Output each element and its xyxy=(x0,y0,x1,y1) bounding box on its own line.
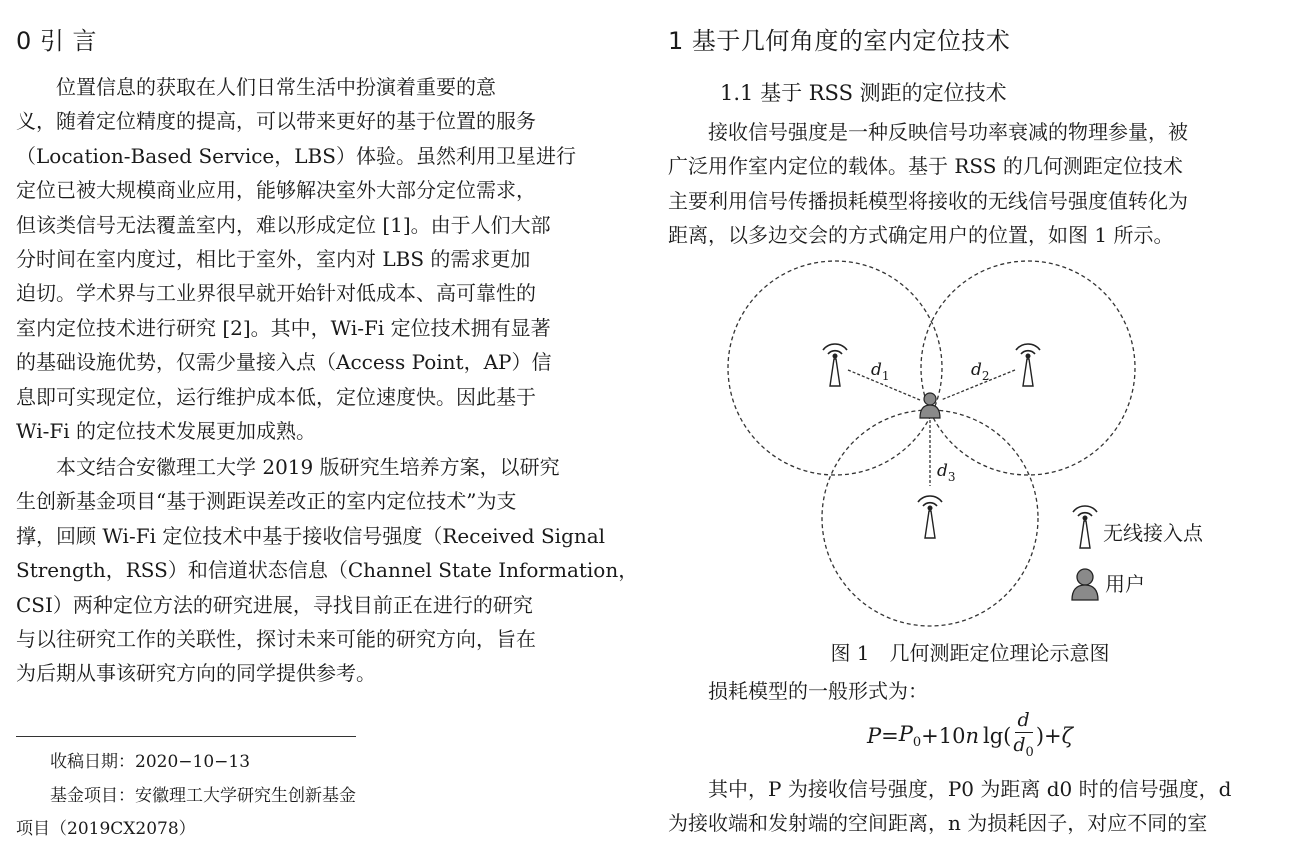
footnote-divider xyxy=(16,736,356,737)
section-1-heading: 1 基于几何角度的室内定位技术 xyxy=(668,27,1011,55)
text-line: Wi-Fi 的定位技术发展更加成熟。 xyxy=(16,418,316,443)
ap-icon xyxy=(823,344,847,386)
formula-plus: + xyxy=(1044,724,1062,749)
distance-label-d2: $d_2$ xyxy=(971,360,990,383)
formula-p0: $P_0$ xyxy=(898,722,922,751)
text-line: CSI）两种定位方法的研究进展，寻找目前正在进行的研究 xyxy=(16,592,533,617)
text-line: 广泛用作室内定位的载体。基于 RSS 的几何测距定位技术 xyxy=(668,154,1183,179)
text-line: Strength，RSS）和信道状态信息（Channel State Information， xyxy=(16,558,639,583)
text-line: 定位已被大规模商业应用，能够解决室外大部分定位需求， xyxy=(16,178,536,203)
subsection-1-1-heading: 1.1 基于 RSS 测距的定位技术 xyxy=(720,81,1007,105)
text-line: 其中，P 为接收信号强度，P0 为距离 d0 时的信号强度，d xyxy=(668,777,1232,801)
intro-paragraph-2 xyxy=(16,450,638,691)
text-line: 位置信息的获取在人们日常生活中扮演着重要的意 xyxy=(16,75,496,99)
range-circle-1 xyxy=(728,261,942,475)
formula-rparen: ) xyxy=(1035,724,1045,749)
formula-n: n xyxy=(965,724,979,749)
formula-intro xyxy=(668,674,928,708)
formula-plus-10: +10 xyxy=(921,724,966,749)
ap-icon xyxy=(918,496,942,538)
text-line: 损耗模型的一般形式为： xyxy=(668,679,928,703)
formula-explanation xyxy=(668,772,1231,841)
text-line: 息即可实现定位，运行维护成本低，定位速度快。因此基于 xyxy=(16,384,536,409)
text-line: 为后期从事该研究方向的同学提供参考。 xyxy=(16,661,376,686)
legend-user-label: 用户 xyxy=(1105,572,1145,596)
formula-numerator: d xyxy=(1015,708,1033,733)
text-line: （Location-Based Service，LBS）体验。虽然利用卫星进行 xyxy=(16,143,576,168)
legend-ap-icon xyxy=(1073,506,1097,548)
text-line: 生创新基金项目“基于测距误差改正的室内定位技术”为支 xyxy=(16,489,517,514)
loss-model-formula xyxy=(668,708,1272,765)
trilateration-figure xyxy=(713,258,1273,633)
text-line: 接收信号强度是一种反映信号功率衰减的物理参量，被 xyxy=(668,120,1188,144)
text-line: 义，随着定位精度的提高，可以带来更好的基于位置的服务 xyxy=(16,109,536,134)
text-line: 距离，以多边交会的方式确定用户的位置，如图 1 所示。 xyxy=(668,223,1174,248)
formula-lg: lg xyxy=(983,724,1004,749)
range-circle-2 xyxy=(921,261,1135,475)
text-line: 本文结合安徽理工大学 2019 版研究生培养方案，以研究 xyxy=(16,455,560,479)
legend-user-icon xyxy=(1072,569,1098,600)
text-line: 与以往研究工作的关联性，探讨未来可能的研究方向，旨在 xyxy=(16,626,536,651)
text-line: 为接收端和发射端的空间距离，n 为损耗因子，对应不同的室 xyxy=(668,811,1208,836)
text-line: 分时间在室内度过，相比于室外，室内对 LBS 的需求更加 xyxy=(16,246,531,271)
formula-denominator: $d_0$ xyxy=(1013,734,1034,760)
formula-lparen: ( xyxy=(1003,724,1012,749)
footnote-fund: 基金项目：安徽理工大学研究生创新基金 xyxy=(16,786,356,806)
formula-equals: = xyxy=(881,724,899,749)
ap-icon xyxy=(1016,344,1040,386)
text-line: 但该类信号无法覆盖室内，难以形成定位 [1]。由于人们大部 xyxy=(16,212,551,237)
formula-lhs: P xyxy=(866,724,882,749)
intro-paragraph-1 xyxy=(16,70,576,448)
figure-caption: 图 1 几何测距定位理论示意图 xyxy=(830,641,1110,665)
footnote-fund-cont: 项目（2019CX2078） xyxy=(16,819,196,839)
text-line: 的基础设施优势，仅需少量接入点（Access Point，AP）信 xyxy=(16,350,552,375)
rss-paragraph xyxy=(668,115,1188,253)
distance-label-d3: $d_3$ xyxy=(937,461,956,484)
text-line: 主要利用信号传播损耗模型将接收的无线信号强度值转化为 xyxy=(668,188,1188,213)
text-line: 迫切。学术界与工业界很早就开始针对低成本、高可靠性的 xyxy=(16,281,536,306)
legend-ap-label: 无线接入点 xyxy=(1103,521,1203,545)
formula-zeta: ζ xyxy=(1061,724,1074,749)
section-0-heading: 0 引 言 xyxy=(16,27,98,55)
text-line: 撑，回顾 Wi-Fi 定位技术中基于接收信号强度（Received Signal xyxy=(16,523,606,548)
user-icon xyxy=(920,393,940,418)
formula-fraction xyxy=(1013,708,1033,765)
footnote-received-date: 收稿日期：2020−10−13 xyxy=(16,752,251,772)
text-line: 室内定位技术进行研究 [2]。其中，Wi-Fi 定位技术拥有显著 xyxy=(16,315,551,340)
distance-label-d1: $d_1$ xyxy=(871,360,890,383)
